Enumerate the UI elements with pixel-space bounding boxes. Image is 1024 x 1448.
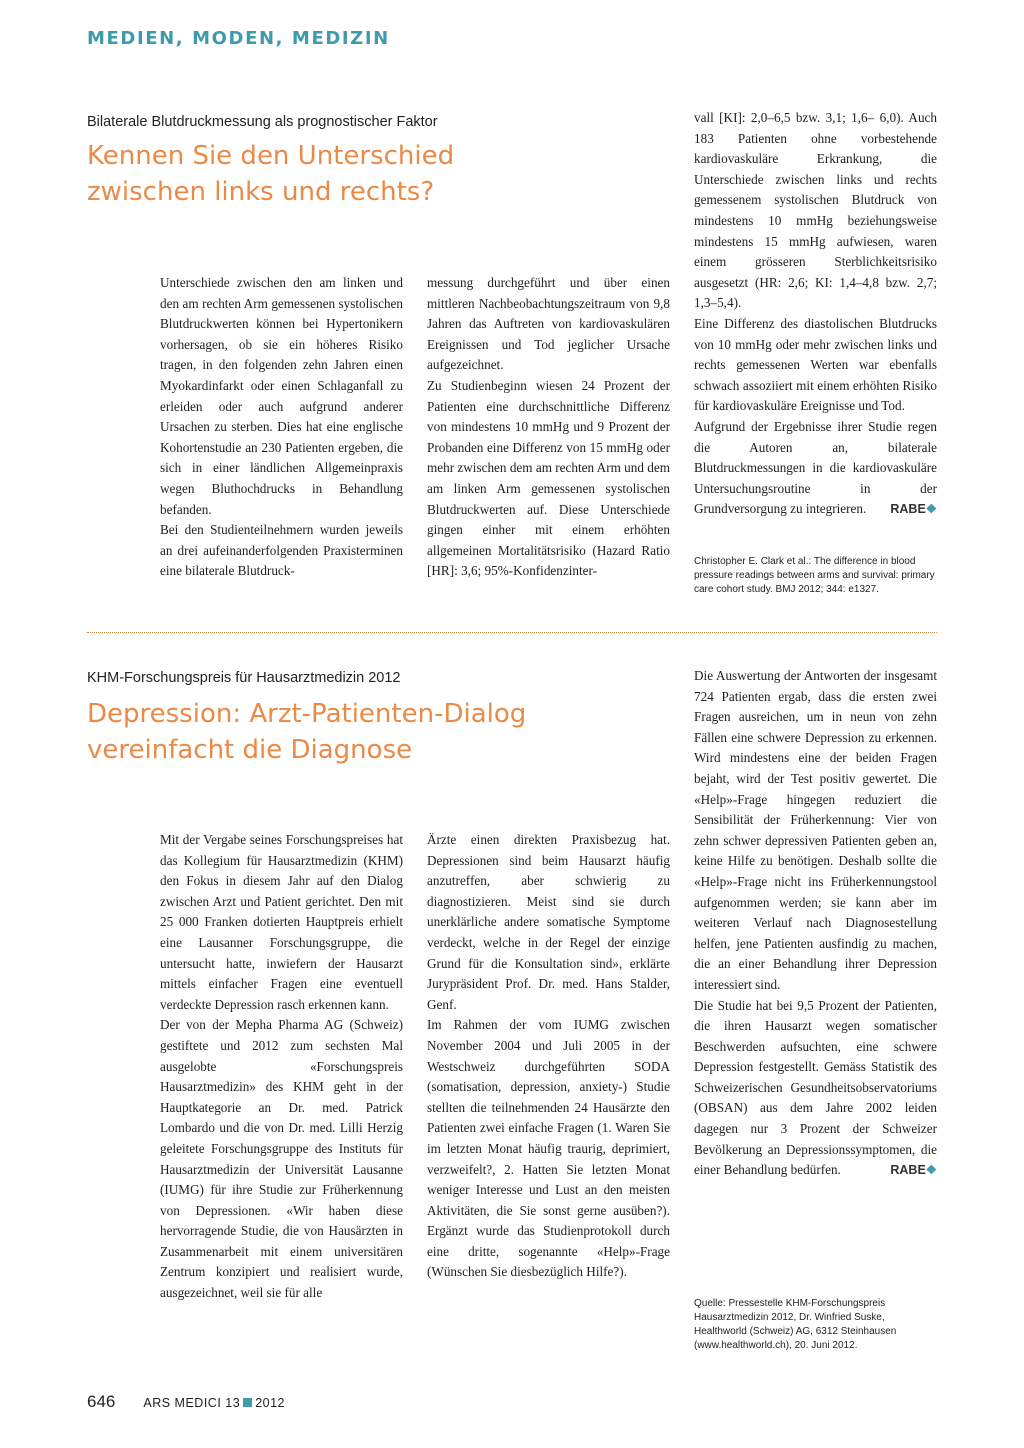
article1-headline	[87, 138, 454, 210]
article2-column2	[427, 830, 670, 1283]
article1-signature	[890, 499, 937, 520]
article2-headline-line2: vereinfacht die Diagnose	[87, 735, 413, 765]
article2-col1-p1: Mit der Vergabe seines Forschungspreises hat das Kollegium für Hausarztmedizin (KHM) den Fokus in diesem Jahr auf den Dialog zwischen Arzt und Patient gerichtet. Den mit 25 000 Franken dotierten Hauptpreis erhielt eine Lausanner Forschungsgruppe, die untersucht hatte, inwiefern der Hausarzt mittels einfacher Fragen eine eventuell verdeckte Depression rasch erkennen kann.	[160, 832, 403, 1012]
article1-col3-p2: Eine Differenz des diastolischen Blutdrucks von 10 mmHg oder mehr zwischen links und rechts gemessenen Werten war ebenfalls schwach assoziiert mit einem erhöhten Risiko für kardiovaskuläre Ereignisse und Tod.	[694, 315, 937, 414]
page-footer	[87, 1392, 285, 1412]
diamond-icon: ❖	[925, 1163, 937, 1178]
article2-col3-p2-text: Die Studie hat bei 9,5 Prozent der Patienten, die ihren Hausarzt wegen somatischer Beschwerden aufsuchten, eine schwere Depression festgestellt. Gemäss Statistik des Schweizerischen Gesundheitsobservatoriums (OBSAN) aus dem Jahre 2002 leiden dagegen nur 3 Prozent der Schweizer Bevölkerung an Depressionssymptomen, die einer Behandlung bedürfen.	[694, 997, 937, 1178]
page-number: 646	[87, 1392, 116, 1411]
journal-year: 2012	[255, 1396, 285, 1410]
article2-column1	[160, 830, 403, 1304]
article1-col3-p3-text: Aufgrund der Ergebnisse ihrer Studie regen die Autoren an, bilaterale Blutdruckmessungen in die kardiovaskuläre Untersuchungsroutine in der Grundversorgung zu integrieren.	[694, 418, 937, 517]
article1-headline-line1: Kennen Sie den Unterschied	[87, 141, 455, 171]
square-icon	[243, 1398, 252, 1407]
article2-reference: Quelle: Pressestelle KHM-Forschungspreis Hausarztmedizin 2012, Dr. Winfried Suske, Healthworld (Schweiz) AG, 6312 Steinhausen (www.healthworld.ch), 20. Juni 2012.	[694, 1298, 897, 1351]
article1-column3	[694, 108, 937, 520]
article1-headline-line2: zwischen links und rechts?	[87, 177, 435, 207]
journal-name: ARS MEDICI 13	[143, 1396, 241, 1410]
diamond-icon: ❖	[925, 502, 937, 517]
article1-kicker: Bilaterale Blutdruckmessung als prognostischer Faktor	[87, 114, 438, 130]
article1-col3-p3	[694, 417, 937, 520]
article1-col3-p1: vall [KI]: 2,0–6,5 bzw. 3,1; 1,6– 6,0). Auch 183 Patienten ohne vorbestehende kardiovaskuläre Erkrankung, die Unterschiede zwischen links und rechts gemessenem systolischen Blutdruck von mindestens 10 mmHg beziehungsweise mindestens 15 mmHg aufwiesen, waren einem grösseren Sterblichkeitsrisiko ausgesetzt (HR: 2,6; KI: 1,4–4,8 bzw. 2,7; 1,3–5,4).	[694, 110, 937, 311]
article2-col3-p1: Die Auswertung der Antworten der insgesamt 724 Patienten ergab, dass die ersten zwei Fragen ausreichen, um in neun von zehn Fällen eine schwere Depression zu erkennen. Wird mindestens eine der beiden Fragen bejaht, wird der Test positiv gewertet. Die «Help»-Frage hingegen reduziert die Sensibilität der Früherkennung: Vier von zehn schwer depressiven Patienten geben an, keine Hilfe zu benötigen. Deshalb sollte die «Help»-Frage nicht ins Früherkennungstool aufgenommen werden; sie kann aber im weiteren Verlauf nach Diagnosestellung helfen, jene Patienten ausfindig zu machen, die an einer Behandlung ihrer Depression interessiert sind.	[694, 668, 937, 992]
article2-headline-line1: Depression: Arzt-Patienten-Dialog	[87, 699, 527, 729]
article1-reference: Christopher E. Clark et al.: The difference in blood pressure readings between arms and survival: primary care cohort study. BMJ 2012; 344: e1327.	[694, 556, 935, 595]
article2-col1-p2: Der von der Mepha Pharma AG (Schweiz) gestiftete und 2012 zum sechsten Mal ausgelobte «Forschungspreis Hausarztmedizin» des KHM geht in der Hauptkategorie an Dr. med. Patrick Lombardo und die von Dr. med. Lilli Herzig geleitete Forschungsgruppe des Instituts für Hausarztmedizin der Universität Lausanne (IUMG) für ihre Studie zur Früherkennung von Depressionen. «Wir haben diese hervorragende Studie, die von Hausärzten in Zusammenarbeit mit einem universitären Zentrum konzipiert und realisiert wurde, ausgezeichnet, weil sie für alle	[160, 1017, 403, 1301]
article2-signature-text: RABE	[890, 1163, 926, 1178]
article2-signature	[890, 1160, 937, 1181]
article2-kicker: KHM-Forschungspreis für Hausarztmedizin 2012	[87, 670, 401, 686]
article2-col3-p2	[694, 996, 937, 1181]
article2-col2-p2: Im Rahmen der vom IUMG zwischen November 2004 und Juli 2005 in der Westschweiz durchgeführten SODA (somatisation, depression, anxiety-) Studie stellten die teilnehmenden 24 Hausärzte den Patienten zwei einfache Fragen (1. Waren Sie im letzten Monat häufig traurig, deprimiert, verzweifelt?, 2. Hatten Sie letzten Monat weniger Interesse und Lust an den meisten Aktivitäten, die Sie sonst gerne ausüben?). Ergänzt wurde das Studienprotokoll durch eine dritte, sogenannte «Help»-Frage (Wünschen Sie diesbezüglich Hilfe?).	[427, 1017, 670, 1280]
article2-col2-p1: Ärzte einen direkten Praxisbezug hat. Depressionen sind beim Hausarzt häufig anzutreffen, aber schwierig zu diagnostizieren. Meist sind sie durch unerklärliche andere somatische Symptome verdeckt, welche in der Regel der einzige Grund für die Konsultation sind», erklärte Jurypräsident Prof. Dr. med. Hans Stalder, Genf.	[427, 832, 670, 1012]
article-divider	[87, 632, 937, 633]
article1-col1-p2: Bei den Studienteilnehmern wurden jeweils an drei aufeinanderfolgenden Praxisterminen eine bilaterale Blutdruck-	[160, 522, 403, 579]
article1-signature-text: RABE	[890, 502, 926, 517]
article2-headline	[87, 696, 526, 768]
article2-column3	[694, 666, 937, 1181]
article1-col2-p2: Zu Studienbeginn wiesen 24 Prozent der Patienten eine durchschnittliche Differenz von mindestens 10 mmHg und 9 Prozent der Probanden eine Differenz von 15 mmHg oder mehr zwischen dem am rechten Arm und dem am linken Arm gemessenen systolischen Blutdruckwerten auf. Diese Unterschiede gingen einher mit einem erhöhten allgemeinen Mortalitätsrisiko (Hazard Ratio [HR]: 3,6; 95%-Konfidenzinter-	[427, 377, 670, 579]
article1-column2	[427, 273, 670, 582]
article1-col1-p1: Unterschiede zwischen den am linken und den am rechten Arm gemessenen systolischen Blutdruckwerten können bei Hypertonikern vorhersagen, ob sie ein höheres Risiko tragen, in den folgenden zehn Jahren einen Myokardinfarkt oder einen Schlaganfall zu erleiden oder auch aufgrund anderer Ursachen zu sterben. Dies hat eine englische Kohortenstudie an 230 Patienten ergeben, die sich in einer ländlichen Allgemeinpraxis wegen Bluthochdrucks in Behandlung befanden.	[160, 275, 403, 517]
article1-col2-p1: messung durchgeführt und über einen mittleren Nachbeobachtungszeitraum von 9,8 Jahren das Auftreten von kardiovaskulären Ereignissen und Tod jeglicher Ursache aufgezeichnet.	[427, 275, 670, 373]
article1-column1	[160, 273, 403, 582]
section-header: MEDIEN, MODEN, MEDIZIN	[87, 28, 390, 49]
